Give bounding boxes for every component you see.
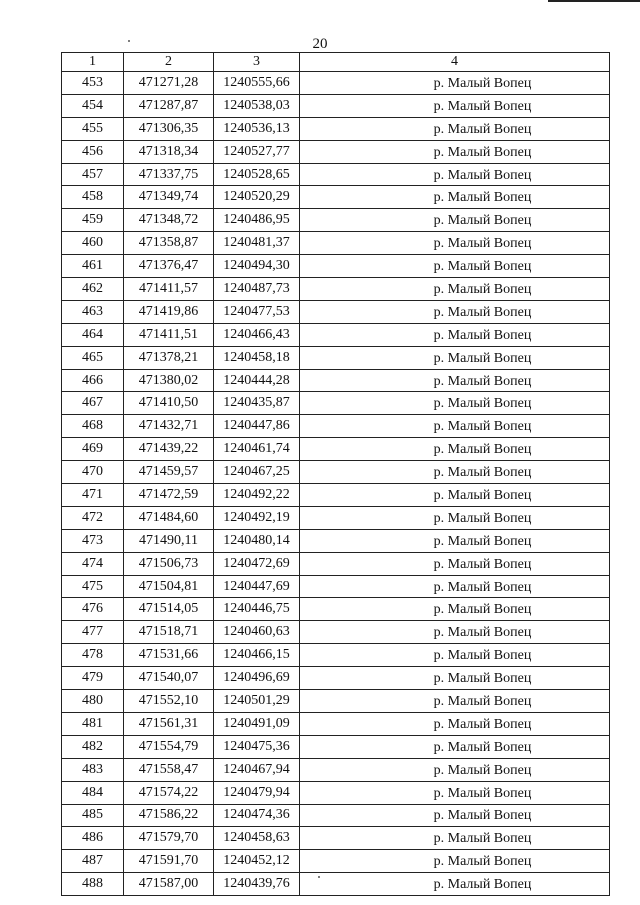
table-row — [62, 575, 610, 598]
coordinate-x-cell: 471504,81 — [124, 575, 214, 598]
coordinate-x-cell: 471432,71 — [124, 415, 214, 438]
coordinate-y-cell: 1240446,75 — [214, 598, 300, 621]
point-number-cell: 455 — [62, 117, 124, 140]
table-row — [62, 232, 610, 255]
coordinate-x-cell: 471318,34 — [124, 140, 214, 163]
description-cell: р. Малый Вопец — [300, 529, 610, 552]
coordinate-x-cell: 471586,22 — [124, 804, 214, 827]
coordinate-y-cell: 1240458,18 — [214, 346, 300, 369]
table-row — [62, 667, 610, 690]
table-row — [62, 644, 610, 667]
coordinate-y-cell: 1240491,09 — [214, 712, 300, 735]
coordinate-y-cell: 1240474,36 — [214, 804, 300, 827]
point-number-cell: 478 — [62, 644, 124, 667]
description-cell: р. Малый Вопец — [300, 163, 610, 186]
table-row — [62, 438, 610, 461]
point-number-cell: 485 — [62, 804, 124, 827]
coordinate-y-cell: 1240527,77 — [214, 140, 300, 163]
point-number-cell: 457 — [62, 163, 124, 186]
point-number-cell: 474 — [62, 552, 124, 575]
description-cell: р. Малый Вопец — [300, 232, 610, 255]
table-row — [62, 461, 610, 484]
coordinate-y-cell: 1240481,37 — [214, 232, 300, 255]
point-number-cell: 483 — [62, 758, 124, 781]
coordinate-x-cell: 471587,00 — [124, 873, 214, 896]
point-number-cell: 461 — [62, 255, 124, 278]
coordinate-x-cell: 471540,07 — [124, 667, 214, 690]
description-cell: р. Малый Вопец — [300, 72, 610, 95]
coordinate-y-cell: 1240477,53 — [214, 300, 300, 323]
coordinate-y-cell: 1240501,29 — [214, 690, 300, 713]
point-number-cell: 466 — [62, 369, 124, 392]
point-number-cell: 479 — [62, 667, 124, 690]
description-cell: р. Малый Вопец — [300, 552, 610, 575]
point-number-cell: 454 — [62, 94, 124, 117]
table-row — [62, 140, 610, 163]
table-row — [62, 873, 610, 896]
point-number-cell: 486 — [62, 827, 124, 850]
point-number-cell: 472 — [62, 506, 124, 529]
coordinate-y-cell: 1240460,63 — [214, 621, 300, 644]
description-cell: р. Малый Вопец — [300, 117, 610, 140]
coordinate-y-cell: 1240487,73 — [214, 278, 300, 301]
table-row — [62, 72, 610, 95]
table-row — [62, 392, 610, 415]
table-row — [62, 255, 610, 278]
description-cell: р. Малый Вопец — [300, 712, 610, 735]
description-cell: р. Малый Вопец — [300, 255, 610, 278]
coordinate-y-cell: 1240452,12 — [214, 850, 300, 873]
point-number-cell: 473 — [62, 529, 124, 552]
description-cell: р. Малый Вопец — [300, 346, 610, 369]
coordinates-table — [61, 52, 610, 896]
point-number-cell: 462 — [62, 278, 124, 301]
coordinate-y-cell: 1240439,76 — [214, 873, 300, 896]
table-row — [62, 278, 610, 301]
description-cell: р. Малый Вопец — [300, 735, 610, 758]
coordinate-x-cell: 471411,51 — [124, 323, 214, 346]
table-row — [62, 621, 610, 644]
table-row — [62, 484, 610, 507]
coordinate-x-cell: 471506,73 — [124, 552, 214, 575]
coordinate-y-cell: 1240435,87 — [214, 392, 300, 415]
point-number-cell: 465 — [62, 346, 124, 369]
point-number-cell: 459 — [62, 209, 124, 232]
point-number-cell: 475 — [62, 575, 124, 598]
point-number-cell: 460 — [62, 232, 124, 255]
table-row — [62, 712, 610, 735]
coordinate-y-cell: 1240458,63 — [214, 827, 300, 850]
coordinate-x-cell: 471380,02 — [124, 369, 214, 392]
coordinate-y-cell: 1240472,69 — [214, 552, 300, 575]
coordinate-y-cell: 1240528,65 — [214, 163, 300, 186]
table-row — [62, 300, 610, 323]
coordinate-y-cell: 1240467,25 — [214, 461, 300, 484]
point-number-cell: 458 — [62, 186, 124, 209]
column-header-x: 2 — [124, 53, 214, 72]
table-row — [62, 506, 610, 529]
table-row — [62, 186, 610, 209]
coordinate-x-cell: 471561,31 — [124, 712, 214, 735]
table-row — [62, 529, 610, 552]
coordinate-y-cell: 1240479,94 — [214, 781, 300, 804]
coordinate-x-cell: 471411,57 — [124, 278, 214, 301]
description-cell: р. Малый Вопец — [300, 781, 610, 804]
table-row — [62, 690, 610, 713]
description-cell: р. Малый Вопец — [300, 438, 610, 461]
coordinate-x-cell: 471378,21 — [124, 346, 214, 369]
coordinate-x-cell: 471376,47 — [124, 255, 214, 278]
coordinate-y-cell: 1240520,29 — [214, 186, 300, 209]
description-cell: р. Малый Вопец — [300, 598, 610, 621]
coordinate-x-cell: 471574,22 — [124, 781, 214, 804]
description-cell: р. Малый Вопец — [300, 323, 610, 346]
point-number-cell: 481 — [62, 712, 124, 735]
coordinate-x-cell: 471306,35 — [124, 117, 214, 140]
table-row — [62, 94, 610, 117]
column-header-y: 3 — [214, 53, 300, 72]
table-row — [62, 804, 610, 827]
table-row — [62, 781, 610, 804]
description-cell: р. Малый Вопец — [300, 804, 610, 827]
coordinate-x-cell: 471348,72 — [124, 209, 214, 232]
coordinate-x-cell: 471459,57 — [124, 461, 214, 484]
coordinate-x-cell: 471579,70 — [124, 827, 214, 850]
point-number-cell: 469 — [62, 438, 124, 461]
coordinate-y-cell: 1240486,95 — [214, 209, 300, 232]
coordinate-y-cell: 1240447,69 — [214, 575, 300, 598]
description-cell: р. Малый Вопец — [300, 575, 610, 598]
coordinate-x-cell: 471419,86 — [124, 300, 214, 323]
description-cell: р. Малый Вопец — [300, 758, 610, 781]
coordinate-y-cell: 1240447,86 — [214, 415, 300, 438]
point-number-cell: 480 — [62, 690, 124, 713]
coordinate-x-cell: 471287,87 — [124, 94, 214, 117]
table-row — [62, 369, 610, 392]
description-cell: р. Малый Вопец — [300, 690, 610, 713]
description-cell: р. Малый Вопец — [300, 94, 610, 117]
table-row — [62, 735, 610, 758]
table-row — [62, 827, 610, 850]
description-cell: р. Малый Вопец — [300, 644, 610, 667]
column-header-description: 4 — [300, 53, 610, 72]
table-row — [62, 209, 610, 232]
point-number-cell: 470 — [62, 461, 124, 484]
description-cell: р. Малый Вопец — [300, 484, 610, 507]
point-number-cell: 482 — [62, 735, 124, 758]
description-cell: р. Малый Вопец — [300, 873, 610, 896]
point-number-cell: 476 — [62, 598, 124, 621]
coordinate-y-cell: 1240444,28 — [214, 369, 300, 392]
point-number-cell: 471 — [62, 484, 124, 507]
coordinate-x-cell: 471271,28 — [124, 72, 214, 95]
table-row — [62, 598, 610, 621]
coordinate-x-cell: 471472,59 — [124, 484, 214, 507]
coordinate-x-cell: 471591,70 — [124, 850, 214, 873]
coordinate-y-cell: 1240494,30 — [214, 255, 300, 278]
description-cell: р. Малый Вопец — [300, 667, 610, 690]
coordinate-y-cell: 1240536,13 — [214, 117, 300, 140]
point-number-cell: 463 — [62, 300, 124, 323]
coordinate-x-cell: 471554,79 — [124, 735, 214, 758]
scan-edge-mark — [548, 0, 640, 2]
coordinate-x-cell: 471518,71 — [124, 621, 214, 644]
coordinate-y-cell: 1240467,94 — [214, 758, 300, 781]
description-cell: р. Малый Вопец — [300, 827, 610, 850]
coordinate-x-cell: 471439,22 — [124, 438, 214, 461]
description-cell: р. Малый Вопец — [300, 415, 610, 438]
coordinate-y-cell: 1240475,36 — [214, 735, 300, 758]
table-row — [62, 117, 610, 140]
coordinate-x-cell: 471484,60 — [124, 506, 214, 529]
table-row — [62, 163, 610, 186]
point-number-cell: 477 — [62, 621, 124, 644]
coordinate-y-cell: 1240555,66 — [214, 72, 300, 95]
coordinate-x-cell: 471358,87 — [124, 232, 214, 255]
coordinate-y-cell: 1240461,74 — [214, 438, 300, 461]
page-number: 20 — [312, 36, 328, 52]
coordinate-x-cell: 471337,75 — [124, 163, 214, 186]
point-number-cell: 456 — [62, 140, 124, 163]
column-header-point: 1 — [62, 53, 124, 72]
coordinate-y-cell: 1240466,15 — [214, 644, 300, 667]
description-cell: р. Малый Вопец — [300, 392, 610, 415]
description-cell: р. Малый Вопец — [300, 850, 610, 873]
table-header-row — [62, 53, 610, 72]
description-cell: р. Малый Вопец — [300, 621, 610, 644]
coordinate-y-cell: 1240480,14 — [214, 529, 300, 552]
description-cell: р. Малый Вопец — [300, 209, 610, 232]
description-cell: р. Малый Вопец — [300, 369, 610, 392]
description-cell: р. Малый Вопец — [300, 140, 610, 163]
point-number-cell: 453 — [62, 72, 124, 95]
table-row — [62, 323, 610, 346]
table-body — [62, 72, 610, 896]
point-number-cell: 487 — [62, 850, 124, 873]
table-row — [62, 850, 610, 873]
coordinate-x-cell: 471349,74 — [124, 186, 214, 209]
point-number-cell: 468 — [62, 415, 124, 438]
description-cell: р. Малый Вопец — [300, 506, 610, 529]
description-cell: р. Малый Вопец — [300, 186, 610, 209]
coordinate-x-cell: 471552,10 — [124, 690, 214, 713]
coordinate-x-cell: 471490,11 — [124, 529, 214, 552]
point-number-cell: 467 — [62, 392, 124, 415]
coordinate-x-cell: 471410,50 — [124, 392, 214, 415]
description-cell: р. Малый Вопец — [300, 300, 610, 323]
description-cell: р. Малый Вопец — [300, 278, 610, 301]
coordinate-y-cell: 1240492,22 — [214, 484, 300, 507]
point-number-cell: 488 — [62, 873, 124, 896]
coordinate-y-cell: 1240538,03 — [214, 94, 300, 117]
coordinate-x-cell: 471514,05 — [124, 598, 214, 621]
coordinate-y-cell: 1240492,19 — [214, 506, 300, 529]
point-number-cell: 464 — [62, 323, 124, 346]
coordinate-y-cell: 1240466,43 — [214, 323, 300, 346]
coordinate-x-cell: 471558,47 — [124, 758, 214, 781]
table-row — [62, 758, 610, 781]
table-row — [62, 552, 610, 575]
table-row — [62, 415, 610, 438]
point-number-cell: 484 — [62, 781, 124, 804]
coordinate-x-cell: 471531,66 — [124, 644, 214, 667]
coordinate-y-cell: 1240496,69 — [214, 667, 300, 690]
table-row — [62, 346, 610, 369]
description-cell: р. Малый Вопец — [300, 461, 610, 484]
